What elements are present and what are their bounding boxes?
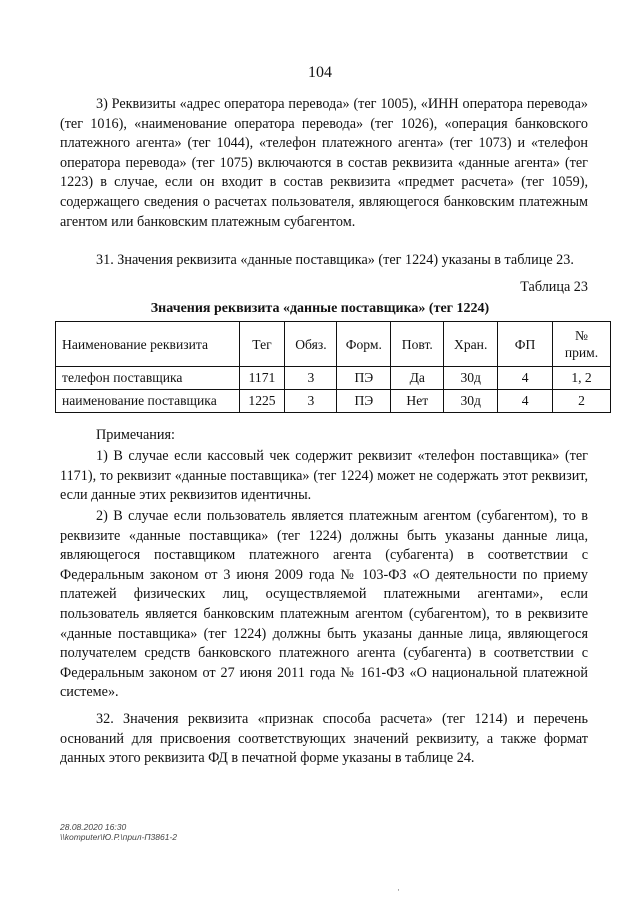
cell-note-no: 1, 2 — [553, 367, 611, 390]
notes-title: Примечания: — [96, 427, 175, 443]
paragraph-32: 32. Значения реквизита «признак способа расчета» (тег 1214) и перечень оснований для присвоения соответствующих значений реквизиту, а также формат данных этого реквизита ФД в печатной форме указаны в таблице 24. — [60, 711, 588, 767]
footer-file-path: \\komputer\Ю.Р.\прил-П3861-2 — [60, 832, 178, 842]
cell-repeat: Да — [391, 367, 444, 390]
cell-fp: 4 — [498, 390, 553, 413]
supplier-data-table — [55, 321, 611, 413]
paragraph-31: 31. Значения реквизита «данные поставщика» (тег 1224) указаны в таблице 23. — [96, 252, 574, 268]
cell-repeat: Нет — [391, 390, 444, 413]
note-2: 2) В случае если пользователь является платежным агентом (субагентом), то в реквизите «данные поставщика» (тег 1224) должны быть указаны данные лица, являющегося поставщиком платежного агента (субагента) в соответствии с Федеральным законом от 3 июня 2009 года № 103-ФЗ «О деятельности по приему платежей физических лиц, осуществляемой платежными агентами», если пользователь является банковским платежным агентом (субагентом), то в реквизите «данные поставщика» (тег 1224) должны быть указаны данные лица, являющегося получателем средств банковского платежного агента (субагента) в соответствии с Федеральным законом от 27 июня 2011 года № 161-ФЗ «О национальной платежной системе». — [60, 508, 588, 701]
header-repeat: Повт. — [391, 322, 444, 367]
header-name: Наименование реквизита — [56, 322, 240, 367]
table-row — [56, 367, 611, 390]
cell-format: ПЭ — [337, 390, 391, 413]
cell-name: наименование поставщика — [56, 390, 240, 413]
cell-storage: 30д — [444, 390, 498, 413]
header-required: Обяз. — [285, 322, 337, 367]
cell-name: телефон поставщика — [56, 367, 240, 390]
header-storage: Хран. — [444, 322, 498, 367]
cell-storage: 30д — [444, 367, 498, 390]
header-fp: ФП — [498, 322, 553, 367]
header-note-no: № прим. — [553, 322, 611, 367]
cell-tag: 1171 — [239, 367, 285, 390]
cell-format: ПЭ — [337, 367, 391, 390]
table-row — [56, 390, 611, 413]
scan-artifact: · — [397, 885, 400, 895]
table-header-row — [56, 322, 611, 367]
cell-fp: 4 — [498, 367, 553, 390]
paragraph-3: 3) Реквизиты «адрес оператора перевода» (тег 1005), «ИНН оператора перевода» (тег 1016), «наименование оператора перевода» (тег 1026), «операция банковского платежного агента» (тег 1044), «телефон платежного агента» (тег 1073) и «телефон оператора перевода» (тег 1075) включаются в состав реквизита «данные агента» (тег 1223) в случае, если он входит в состав реквизита «предмет расчета» (тег 1059), содержащего сведения о расчетах пользователя, являющегося банковским платежным агентом или банковским платежным субагентом. — [60, 96, 588, 230]
header-format: Форм. — [337, 322, 391, 367]
cell-tag: 1225 — [239, 390, 285, 413]
footer-timestamp: 28.08.2020 16:30 — [60, 822, 127, 832]
page-number: 104 — [308, 64, 332, 81]
note-1: 1) В случае если кассовый чек содержит реквизит «телефон поставщика» (тег 1171), то реквизит «данные поставщика» (тег 1224) может не содержать этот реквизит, если данные этих реквизитов идентичны. — [60, 448, 588, 504]
table-title: Значения реквизита «данные поставщика» (тег 1224) — [150, 301, 490, 316]
cell-required: 3 — [285, 390, 337, 413]
header-tag: Тег — [239, 322, 285, 367]
cell-required: 3 — [285, 367, 337, 390]
cell-note-no: 2 — [553, 390, 611, 413]
table-label: Таблица 23 — [520, 279, 588, 295]
